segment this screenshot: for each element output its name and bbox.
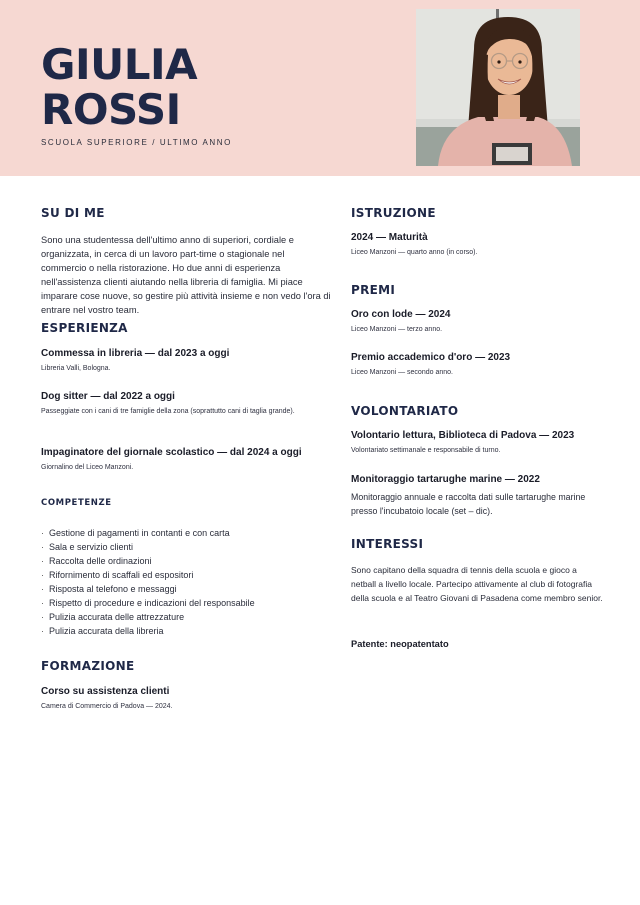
experience-item-detail: Giornalino del Liceo Manzoni. xyxy=(41,464,134,471)
experience-item-title: Impaginatore del giornale scolastico — dal 2024 a oggi xyxy=(41,447,302,458)
skills-list xyxy=(41,526,255,638)
skills-heading: COMPETENZE xyxy=(41,498,112,508)
education-item-title: 2024 — Maturità xyxy=(351,232,428,243)
about-text: Sono una studentessa dell'ultimo anno di superiori, cordiale e organizzata, in cerca di un lavoro part-time o stagionale nel commercio o nella ristorazione. Ho due anni di esperienza nell'assistenza clienti aiutando nella libreria di famiglia. Mi piace imparare cose nuove, so gestire più attività insieme e non vedo l'ora di entrare nel vostro team. xyxy=(41,235,331,315)
experience-item-detail: Passeggiate con i cani di tre famiglie della zona (soprattutto cani di taglia grande). xyxy=(41,408,295,415)
training-item-title: Corso su assistenza clienti xyxy=(41,686,170,697)
interests-text: Sono capitano della squadra di tennis della scuola e gioco a netball a livello locale. Partecipo attivamente al club di fotografia della scuola e al Teatro Giovani di Pasadena come membro senior. xyxy=(351,565,603,603)
skill-item: · Rispetto di procedure e indicazioni del responsabile xyxy=(41,596,255,610)
training-heading: FORMAZIONE xyxy=(41,659,135,673)
education-heading: ISTRUZIONE xyxy=(351,206,436,220)
volunteering-item-title: Monitoraggio tartarughe marine — 2022 xyxy=(351,474,540,485)
volunteering-item-detail: Volontariato settimanale e responsabile di turno. xyxy=(351,447,501,454)
awards-heading: PREMI xyxy=(351,283,396,297)
skill-item: · Sala e servizio clienti xyxy=(41,540,255,554)
skill-item: · Risposta al telefono e messaggi xyxy=(41,582,255,596)
volunteering-item-detail: Monitoraggio annuale e raccolta dati sulle tartarughe marine presso l'incubatoio locale (set – dic). xyxy=(351,492,586,516)
experience-item-title: Commessa in libreria — dal 2023 a oggi xyxy=(41,348,230,359)
interests-heading: INTERESSI xyxy=(351,537,424,551)
last-name: ROSSI xyxy=(41,85,181,134)
skill-item: · Rifornimento di scaffali ed espositori xyxy=(41,568,255,582)
skill-item: · Raccolta delle ordinazioni xyxy=(41,554,255,568)
skill-item: · Pulizia accurata della libreria xyxy=(41,624,255,638)
subtitle: SCUOLA SUPERIORE / ULTIMO ANNO xyxy=(41,138,232,147)
experience-item-title: Dog sitter — dal 2022 a oggi xyxy=(41,391,175,402)
volunteering-item-title: Volontario lettura, Biblioteca di Padova — 2023 xyxy=(351,430,575,441)
education-item-detail: Liceo Manzoni — quarto anno (in corso). xyxy=(351,249,478,256)
experience-heading: ESPERIENZA xyxy=(41,321,128,335)
volunteering-heading: VOLONTARIATO xyxy=(351,404,459,418)
driving-license: Patente: neopatentato xyxy=(351,639,449,649)
training-item-detail: Camera di Commercio di Padova — 2024. xyxy=(41,703,173,710)
award-item-detail: Liceo Manzoni — terzo anno. xyxy=(351,326,443,333)
full-name xyxy=(41,42,197,132)
award-item-title: Oro con lode — 2024 xyxy=(351,309,451,320)
award-item-detail: Liceo Manzoni — secondo anno. xyxy=(351,369,453,376)
award-item-title: Premio accademico d'oro — 2023 xyxy=(351,352,511,363)
experience-item-detail: Libreria Valli, Bologna. xyxy=(41,365,111,372)
skill-item: · Pulizia accurata delle attrezzature xyxy=(41,610,255,624)
profile-photo xyxy=(416,9,580,166)
first-name: GIULIA xyxy=(41,40,198,89)
about-heading: SU DI ME xyxy=(41,206,105,220)
header-band xyxy=(0,0,640,176)
skill-item: · Gestione di pagamenti in contanti e con carta xyxy=(41,526,255,540)
